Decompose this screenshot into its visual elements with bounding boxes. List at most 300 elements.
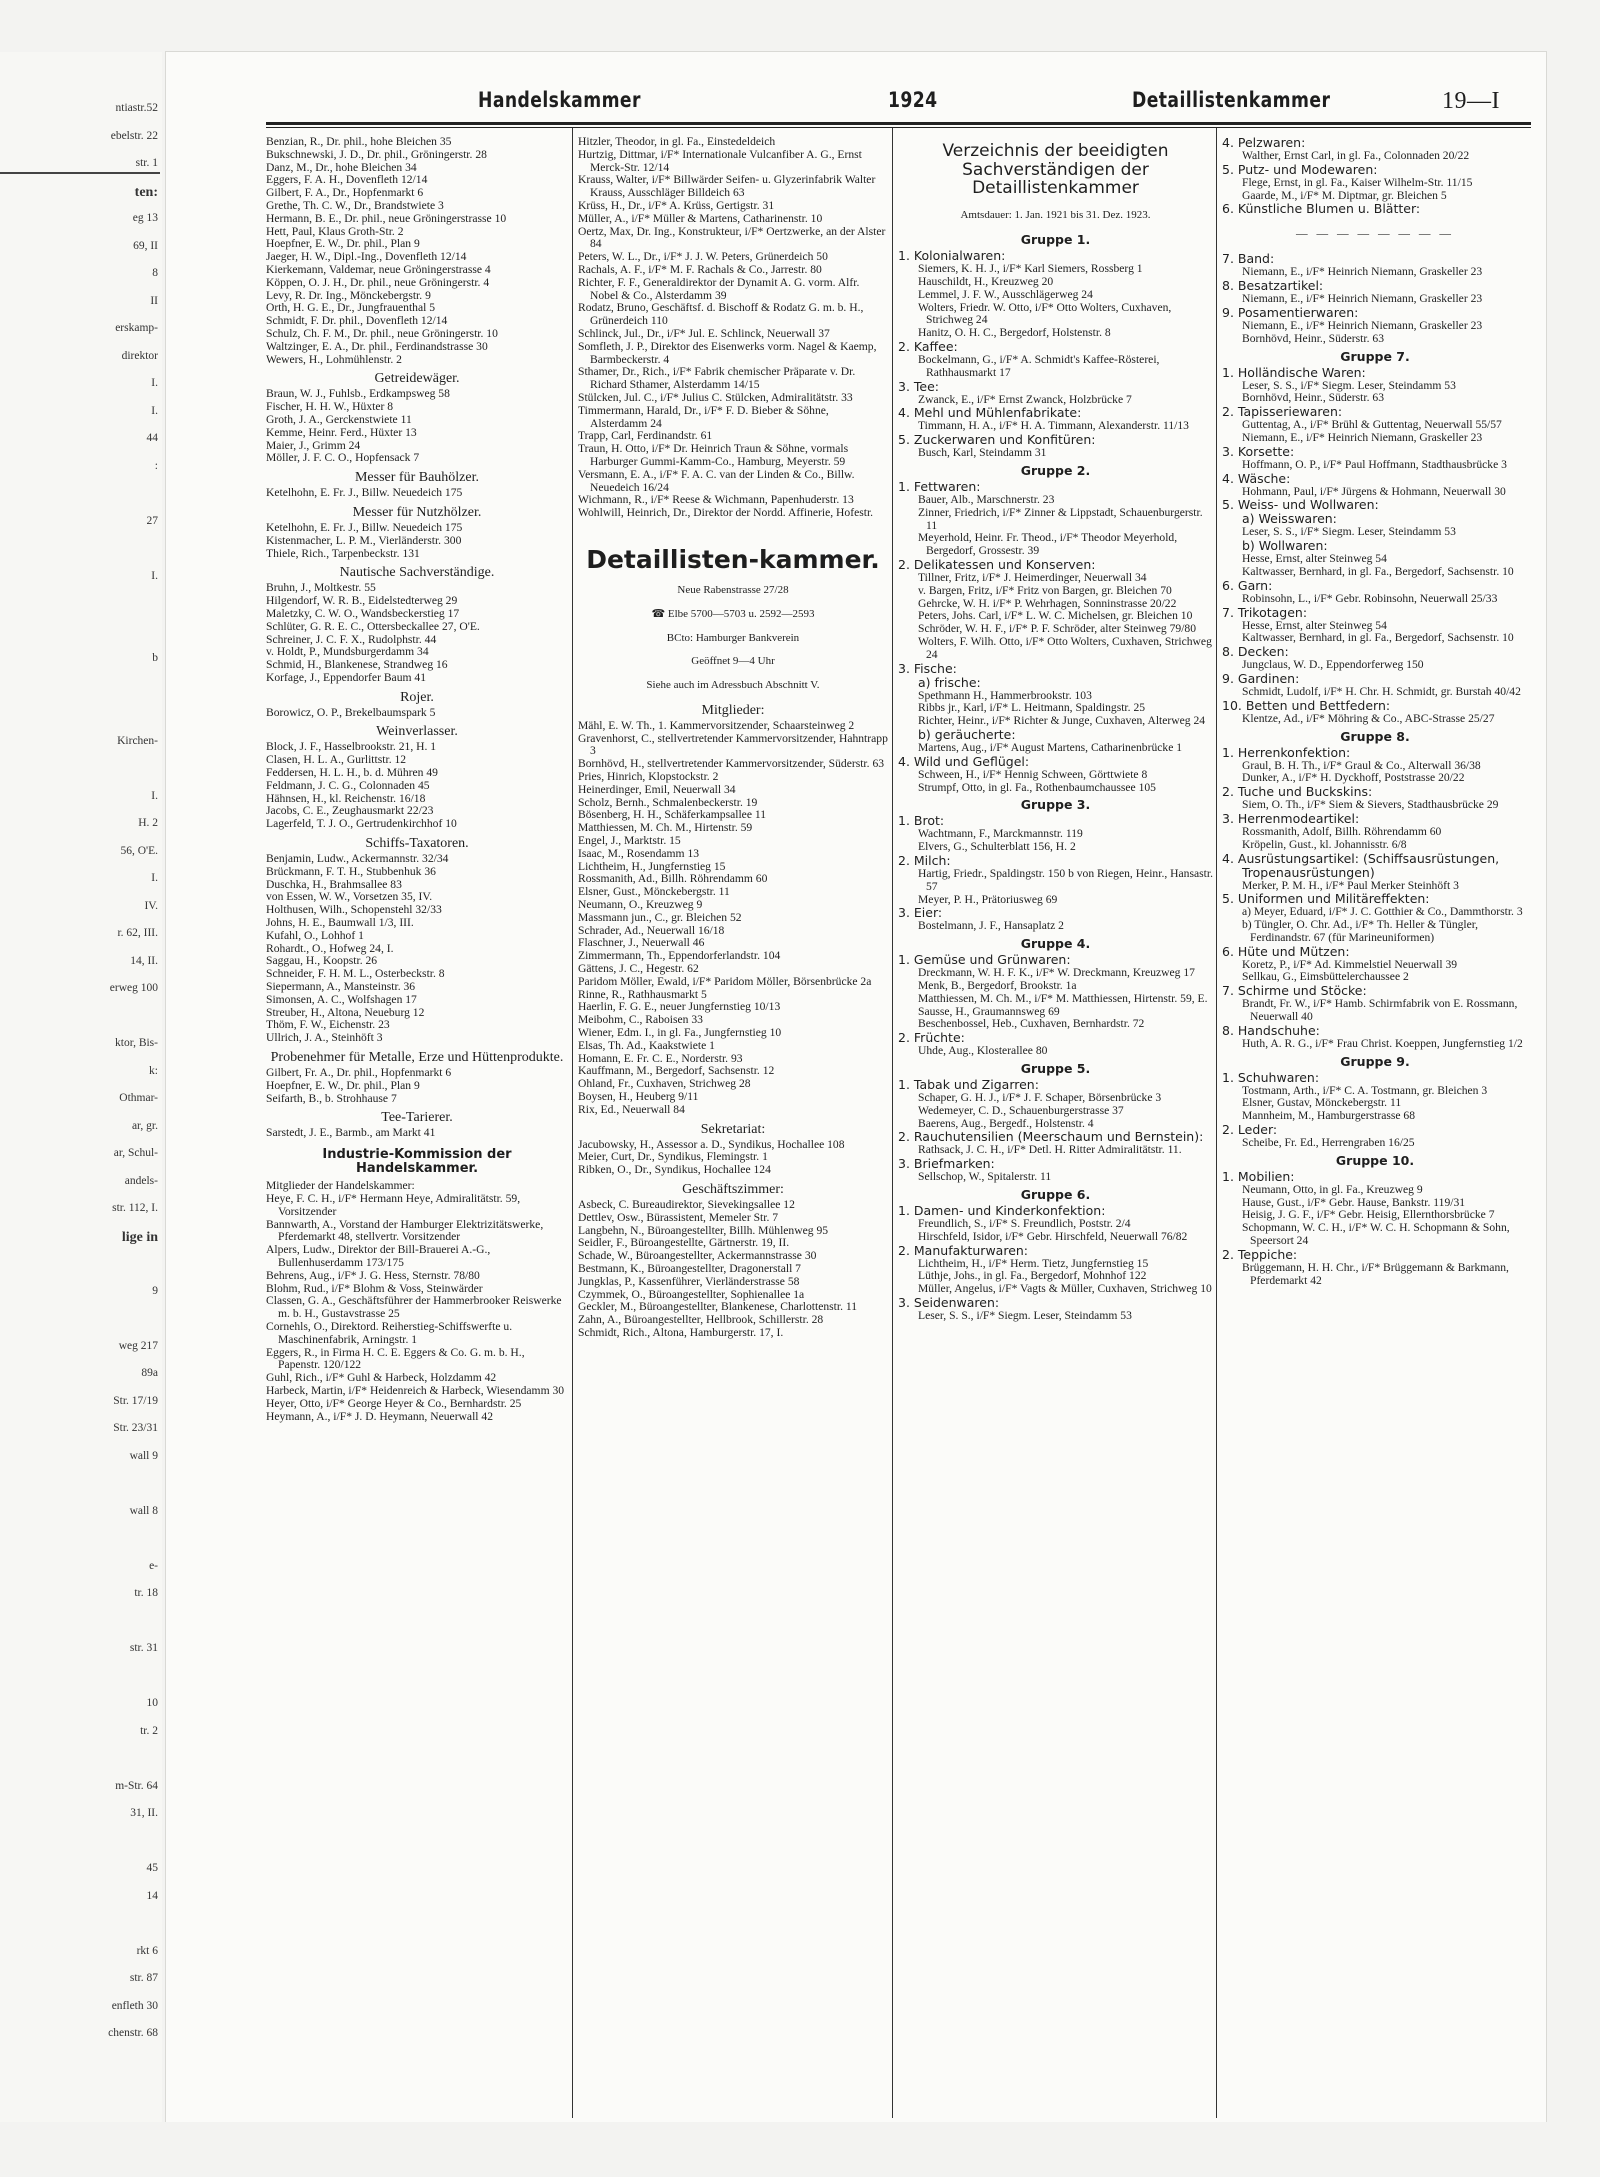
directory-entry: Paridom Möller, Ewald, i/F* Paridom Möller, Börsenbrücke 2a xyxy=(578,974,872,988)
info-line: ☎ Elbe 5700—5703 u. 2592—2593 xyxy=(651,607,815,620)
category-heading: 5. Putz- und Modewaren: xyxy=(1222,161,1378,177)
directory-entry: Hitzler, Theodor, in gl. Fa., Einstedeldeich xyxy=(578,135,776,148)
expert-entry: Mannheim, M., Hamburgerstrasse 68 xyxy=(1242,1109,1416,1123)
expert-entry: Dunker, A., i/F* H. Dyckhoff, Poststrasse 20/22 xyxy=(1242,771,1465,785)
directory-entry: Hermann, B. E., Dr. phil., neue Gröningerstrasse 10 xyxy=(266,211,507,225)
category-heading: 7. Schirme und Stöcke: xyxy=(1222,983,1367,999)
column-divider-1 xyxy=(572,128,573,2118)
directory-entry: Köppen, O. J. H., Dr. phil., neue Gröningerstr. 4 xyxy=(266,275,490,289)
expert-entry: Ribbs jr., Karl, i/F* L. Heitmann, Spaldingstr. 25 xyxy=(918,701,1146,715)
expert-entry: Hohmann, Paul, i/F* Jürgens & Hohmann, Neuerwall 30 xyxy=(1242,484,1506,498)
expert-entry: Bornhövd, Heinr., Süderstr. 63 xyxy=(1242,391,1385,405)
info-line: Geöffnet 9—4 Uhr xyxy=(691,655,775,668)
category-heading: 3. Briefmarken: xyxy=(898,1156,995,1172)
header-rule-thin xyxy=(266,127,1531,128)
category-heading: 9. Gardinen: xyxy=(1222,670,1300,686)
previous-page-fragment: weg 217 xyxy=(118,1339,158,1352)
expert-entry: Lemmel, J. F. W., Ausschlägerweg 24 xyxy=(918,287,1093,301)
expert-entry: Rossmanith, Adolf, Billh. Röhrendamm 60 xyxy=(1242,824,1442,838)
expert-entry: Baerens, Aug., Bergedf., Holstenstr. 4 xyxy=(918,1116,1094,1130)
expert-entry: Robinsohn, L., i/F* Gebr. Robinsohn, Neuerwall 25/33 xyxy=(1242,591,1498,605)
expert-entry: Neumann, Otto, in gl. Fa., Kreuzweg 9 xyxy=(1242,1182,1423,1196)
directory-entry: Rinne, R., Rathhausmarkt 5 xyxy=(578,987,707,1001)
directory-entry: Groth, J. A., Gerckenstwiete 11 xyxy=(266,412,412,426)
previous-page-fragment: 8 xyxy=(152,267,158,279)
expert-entry: Kaltwasser, Bernhard, in gl. Fa., Bergedorf, Sachsenstr. 10 xyxy=(1242,631,1514,645)
gruppe-heading: Gruppe 8. xyxy=(1340,728,1410,744)
category-heading: 2. Früchte: xyxy=(898,1030,965,1046)
directory-entry: Dettlev, Osw., Bürassistent, Memeler Str. 7 xyxy=(578,1210,779,1224)
directory-entry: Kierkemann, Valdemar, neue Gröningerstrasse 4 xyxy=(266,262,491,276)
expert-entry: Matthiessen, M. Ch. M., i/F* M. Matthiessen, Hirtenstr. 59, E. xyxy=(918,991,1208,1005)
expert-entry: Peters, Johs. Carl, i/F* L. W. C. Michelsen, gr. Bleichen 10 xyxy=(918,609,1193,623)
directory-entry: Peters, W. L., Dr., i/F* J. J. W. Peters, Grünerdeich 50 xyxy=(578,250,828,264)
expert-entry: Wachtmann, F., Marckmannstr. 119 xyxy=(918,827,1083,841)
expert-entry: Lüthje, Johs., in gl. Fa., Bergedorf, Mohnhof 122 xyxy=(918,1269,1147,1283)
previous-page-fragment: erweg 100 xyxy=(109,982,158,994)
directory-entry: Siepermann, A., Mansteinstr. 36 xyxy=(266,980,416,994)
directory-entry: Heye, F. C. H., i/F* Hermann Heye, Admiralitätstr. 59, Vorsitzender xyxy=(266,1192,521,1218)
empty-category-dash: — — — — — — — — xyxy=(1295,226,1455,240)
subcategory-heading: b) Wollwaren: xyxy=(1242,538,1328,554)
category-heading: 3. Seidenwaren: xyxy=(898,1294,1000,1310)
directory-entry: Schneider, F. H. M. L., Osterbeckstr. 8 xyxy=(266,967,445,981)
previous-page-fragment: enfleth 30 xyxy=(111,1999,158,2012)
gruppe-heading: Gruppe 9. xyxy=(1340,1053,1410,1069)
previous-page-fragment: lige in xyxy=(121,1229,158,1245)
directory-entry: Hoepfner, E. W., Dr. phil., Plan 9 xyxy=(266,237,420,251)
directory-entry: Guhl, Rich., i/F* Guhl & Harbeck, Holzdamm 42 xyxy=(266,1371,497,1385)
category-heading: 1. Schuhwaren: xyxy=(1222,1069,1320,1085)
directory-entry: Schreiner, J. C. F. X., Rudolphstr. 44 xyxy=(266,632,437,646)
category-heading: 2. Teppiche: xyxy=(1222,1246,1298,1262)
category-heading: 2. Leder: xyxy=(1222,1122,1278,1138)
directory-entry: Meibohm, C., Raboisen 33 xyxy=(578,1013,703,1027)
directory-entry: Eggers, R., in Firma H. C. E. Eggers & Co. G. m. b. H., Papenstr. 120/122 xyxy=(266,1345,525,1372)
expert-entry: Huth, A. R. G., i/F* Frau Christ. Koeppen, Jungfernstieg 1/2 xyxy=(1242,1036,1523,1050)
directory-entry: Seidler, F., Büroangestellte, Gärtnerstr. 19, II. xyxy=(578,1236,790,1250)
expert-entry: Hirschfeld, Isidor, i/F* Gebr. Hirschfeld, Neuerwall 76/82 xyxy=(918,1229,1188,1243)
directory-entry: Elsas, Th. Ad., Kaakstwiete 1 xyxy=(578,1038,715,1052)
directory-entry: Bannwarth, A., Vorstand der Hamburger Elektrizitätswerke, Pferdemarkt 48, stellvertr. Vorsitzender xyxy=(266,1217,544,1244)
directory-entry: Kistenmacher, L. P. M., Vierländerstr. 300 xyxy=(266,533,462,547)
directory-entry: Rossmanith, Ad., Billh. Röhrendamm 60 xyxy=(578,872,768,886)
directory-entry: von Essen, W. W., Vorsetzen 35, IV. xyxy=(266,890,433,904)
category-heading: 3. Tee: xyxy=(898,378,940,394)
column-3-sachverstaendige-gruppen-1-6 xyxy=(898,136,1213,1323)
directory-entry: Jungklas, P., Kassenführer, Vierländerstrasse 58 xyxy=(578,1274,800,1288)
directory-entry: Rix, Ed., Neuerwall 84 xyxy=(578,1102,685,1116)
section-heading: Messer für Bauhölzer. xyxy=(354,470,480,486)
expert-entry: Wolters, Friedr. W. Otto, i/F* Otto Wolters, Cuxhaven, Strichweg 24 xyxy=(918,300,1172,327)
directory-entry: Eggers, F. A. H., Dovenfleth 12/14 xyxy=(266,173,428,187)
info-line: BCto: Hamburger Bankverein xyxy=(666,631,800,644)
directory-entry: Danz, M., Dr., hohe Bleichen 34 xyxy=(266,160,417,174)
previous-page-fragment: 27 xyxy=(146,514,158,527)
header-left-title: Handelskammer xyxy=(478,88,641,112)
expert-entry: Zinner, Friedrich, i/F* Zinner & Lippstadt, Schauenburgerstr. 11 xyxy=(918,505,1203,532)
directory-entry: Kufahl, O., Lohhof 1 xyxy=(266,928,364,942)
category-heading: 4. Mehl und Mühlenfabrikate: xyxy=(898,405,1082,421)
directory-entry: Gilbert, Fr. A., Dr. phil., Hopfenmarkt 6 xyxy=(266,1066,452,1080)
previous-page-fragment: ar, Schul- xyxy=(113,1147,158,1159)
directory-entry: Hett, Paul, Klaus Groth-Str. 2 xyxy=(266,224,404,238)
category-heading: 1. Gemüse und Grünwaren: xyxy=(898,952,1071,968)
expert-entry: Guttentag, A., i/F* Brühl & Guttentag, Neuerwall 55/57 xyxy=(1242,418,1502,432)
expert-entry: Meyerhold, Heinr. Fr. Theod., i/F* Theodor Meyerhold, Bergedorf, Grossestr. 39 xyxy=(918,531,1178,558)
directory-entry: Engel, J., Marktstr. 15 xyxy=(578,834,681,848)
expert-entry: Koretz, P., i/F* Ad. Kimmelstiel Neuerwall 39 xyxy=(1242,957,1458,971)
previous-page-fragment: chenstr. 68 xyxy=(108,2027,158,2039)
directory-entry: Isaac, M., Rosendamm 13 xyxy=(578,846,700,860)
directory-entry: Schmidt, Rich., Altona, Hamburgerstr. 17, I. xyxy=(578,1325,784,1339)
expert-entry: Hesse, Ernst, alter Steinweg 54 xyxy=(1242,552,1387,566)
subcategory-heading: a) Weisswaren: xyxy=(1242,511,1337,527)
directory-entry: Oertz, Max, Dr. Ing., Konstrukteur, i/F* Oertzwerke, an der Alster 84 xyxy=(578,224,886,251)
directory-entry: Homann, E. Fr. C. E., Norderstr. 93 xyxy=(578,1051,743,1065)
directory-entry: Braun, W. J., Fuhlsb., Erdkampsweg 58 xyxy=(266,387,450,401)
directory-entry: Blohm, Rud., i/F* Blohm & Voss, Steinwärder xyxy=(266,1281,483,1295)
previous-page-fragment: 31, II. xyxy=(130,1807,158,1819)
directory-entry: Gilbert, F. A., Dr., Hopfenmarkt 6 xyxy=(266,186,424,200)
section-heading: Nautische Sachverständige. xyxy=(339,565,495,581)
previous-page-fragment: ten: xyxy=(134,184,158,200)
expert-entry: Hoffmann, O. P., i/F* Paul Hoffmann, Stadthausbrücke 3 xyxy=(1242,457,1507,471)
expert-entry: Kröpelin, Gust., kl. Johannisstr. 6/8 xyxy=(1242,837,1407,851)
directory-entry: Ribken, O., Dr., Syndikus, Hochallee 124 xyxy=(578,1163,771,1177)
category-heading: 1. Brot: xyxy=(898,813,945,829)
directory-entry: Scholz, Bernh., Schmalenbeckerstr. 19 xyxy=(578,795,758,809)
expert-entry: Bauer, Alb., Marschnerstr. 23 xyxy=(918,493,1055,507)
directory-entry: Bösenberg, H. H., Schäferkampsallee 11 xyxy=(578,808,767,822)
directory-entry: Waltzinger, E. A., Dr. phil., Ferdinandstrasse 30 xyxy=(266,339,488,353)
expert-entry: Brüggemann, H. H. Chr., i/F* Brüggemann & Barkmann, Pferdemarkt 42 xyxy=(1242,1260,1509,1287)
directory-entry: Thiele, Rich., Tarpenbeckstr. 131 xyxy=(266,546,420,560)
category-heading: 6. Künstliche Blumen u. Blätter: xyxy=(1222,201,1421,217)
expert-entry: Leser, S. S., i/F* Siegm. Leser, Steindamm 53 xyxy=(1242,378,1456,392)
directory-entry: Behrens, Aug., i/F* J. G. Hess, Sternstr. 78/80 xyxy=(266,1268,480,1282)
directory-entry: Schade, W., Büroangestellter, Ackermannstrasse 30 xyxy=(578,1249,817,1263)
directory-entry: Meier, Curt, Dr., Syndikus, Flemingstr. 1 xyxy=(578,1150,768,1164)
previous-page-fragment: 45 xyxy=(146,1862,158,1874)
previous-page-fragment: 14 xyxy=(146,1889,158,1902)
directory-entry: Schmid, H., Blankenese, Strandweg 16 xyxy=(266,658,448,672)
directory-entry: Geckler, M., Büroangestellter, Blankenese, Charlottenstr. 11 xyxy=(578,1300,858,1314)
category-heading: 1. Herrenkonfektion: xyxy=(1222,744,1351,760)
directory-entry: Levy, R. Dr. Ing., Mönckebergstr. 9 xyxy=(266,288,431,302)
directory-entry: Block, J. F., Hasselbrookstr. 21, H. 1 xyxy=(266,740,437,754)
directory-entry: Fischer, H. H. W., Hüxter 8 xyxy=(266,400,394,414)
category-heading: 6. Hüte und Mützen: xyxy=(1222,943,1350,959)
expert-entry: Bostelmann, J. F., Hansaplatz 2 xyxy=(918,919,1064,933)
section-heading: Mitglieder: xyxy=(701,702,765,718)
category-heading: 4. Wild und Geflügel: xyxy=(898,753,1030,769)
category-heading: 3. Fische: xyxy=(898,660,957,676)
previous-page-fragment: rkt 6 xyxy=(136,1944,158,1957)
directory-entry: Feddersen, H. L. H., b. d. Mühren 49 xyxy=(266,766,438,780)
expert-entry: Sellkau, G., Eimsbüttelerchaussee 2 xyxy=(1242,970,1409,984)
previous-page-fragment: I. xyxy=(151,569,158,582)
directory-entry: Orth, H. G. E., Dr., Jungfrauenthal 5 xyxy=(266,301,436,315)
directory-entry: Thöm, F. W., Eichenstr. 23 xyxy=(266,1018,390,1032)
expert-entry: Niemann, E., i/F* Heinrich Niemann, Graskeller 23 xyxy=(1242,292,1483,306)
gruppe-heading: Gruppe 7. xyxy=(1340,348,1410,364)
directory-entry: Maier, J., Grimm 24 xyxy=(266,438,361,452)
expert-entry: Schopmann, W. C. H., i/F* W. C. H. Schopmann & Sohn, Speersort 24 xyxy=(1242,1221,1510,1248)
previous-page-fragment: str. 1 xyxy=(135,157,158,169)
previous-page-fragment: I. xyxy=(151,872,158,884)
category-heading: 3. Eier: xyxy=(898,905,943,921)
directory-entry: Krauss, Walter, i/F* Billwärder Seifen- u. Glyzerinfabrik Walter Krauss, Ausschläger Billdeich 63 xyxy=(578,173,876,200)
scan-bottom-edge xyxy=(0,2122,1600,2177)
previous-page-fragment: wall 9 xyxy=(129,1449,158,1462)
previous-page-fragment: 10 xyxy=(146,1697,158,1709)
directory-entry: Lichtheim, H., Jungfernstieg 15 xyxy=(578,859,726,873)
subcategory-heading: b) geräucherte: xyxy=(918,727,1016,743)
directory-entry: Langbehn, N., Büroangestellter, Billh. Mühlenweg 95 xyxy=(578,1223,829,1237)
directory-entry: Timmermann, Harald, Dr., i/F* F. D. Bieber & Söhne, Alsterdamm 24 xyxy=(578,403,829,430)
directory-entry: Somfleth, J. P., Direktor des Eisenwerks vorm. Nagel & Kaemp, Barmbeckerstr. 4 xyxy=(578,339,877,366)
category-heading: 3. Korsette: xyxy=(1222,443,1295,459)
previous-page-fragment: ktor, Bis- xyxy=(115,1037,158,1049)
expert-entry: Niemann, E., i/F* Heinrich Niemann, Graskeller 23 xyxy=(1242,430,1483,444)
previous-page-fragment: r. 62, III. xyxy=(117,927,158,939)
directory-entry: Boysen, H., Heuberg 9/11 xyxy=(578,1090,699,1103)
directory-entry: Brückmann, F. T. H., Stubbenhuk 36 xyxy=(266,864,436,878)
directory-entry: Hilgendorf, W. R. B., Eidelstedterweg 29 xyxy=(266,594,458,608)
expert-entry: Meyer, P. H., Prätoriusweg 69 xyxy=(918,892,1058,906)
directory-entry: Bornhövd, H., stellvertretender Kammervorsitzender, Süderstr. 63 xyxy=(578,757,885,771)
expert-entry: Müller, Angelus, i/F* Vagts & Müller, Cuxhaven, Strichweg 10 xyxy=(918,1282,1212,1296)
directory-entry: Czymmek, O., Büroangestellter, Sophienallee 1a xyxy=(578,1287,805,1301)
column-divider-2 xyxy=(892,128,893,2118)
previous-page-fragment: str. 112, I. xyxy=(112,1202,158,1214)
section-heading: Weinverlasser. xyxy=(376,724,458,740)
expert-entry: Walther, Ernst Carl, in gl. Fa., Colonnaden 20/22 xyxy=(1242,149,1470,162)
section-heading: Schiffs-Taxatoren. xyxy=(365,836,469,852)
register-title: Verzeichnis der beeidigten Sachverständigen der Detaillistenkammer xyxy=(942,141,1169,198)
column-2-detaillistenkammer-members xyxy=(578,136,888,1340)
expert-entry: Sausse, H., Graumannsweg 69 xyxy=(918,1004,1060,1018)
previous-page-fragment: Kirchen- xyxy=(117,734,158,747)
expert-entry: Gehrcke, W. H. i/F* P. Wehrhagen, Sonninstrasse 20/22 xyxy=(918,596,1177,610)
gruppe-heading: Gruppe 1. xyxy=(1020,232,1091,248)
directory-entry: Schlüter, G. R. E. C., Ottersbeckallee 27, O'E. xyxy=(266,619,480,633)
expert-entry: Sellschop, W., Spitalerstr. 11 xyxy=(918,1170,1052,1184)
gruppe-heading: Gruppe 3. xyxy=(1020,797,1091,813)
previous-page-fragment: I. xyxy=(151,404,158,417)
column-divider-3 xyxy=(1216,128,1217,2118)
previous-page-fragment: I. xyxy=(151,377,158,389)
directory-entry: Traun, H. Otto, i/F* Dr. Heinrich Traun & Söhne, vormals Harburger Gummi-Kamm-Co., Hamburg, Meyerstr. 59 xyxy=(578,442,849,468)
directory-entry: Benzian, R., Dr. phil., hohe Bleichen 35 xyxy=(266,135,452,148)
previous-page-fragment: 44 xyxy=(146,432,158,444)
commission-heading: Industrie-Kommission der Handelskammer. xyxy=(322,1147,512,1177)
directory-entry: Schmidt, F. Dr. phil., Dovenfleth 12/14 xyxy=(266,314,448,328)
directory-entry: Heymann, A., i/F* J. D. Heymann, Neuerwall 42 xyxy=(266,1409,494,1423)
expert-entry: Dreckmann, W. H. F. K., i/F* W. Dreckmann, Kreuzweg 17 xyxy=(918,966,1195,980)
section-heading: Geschäftszimmer: xyxy=(682,1181,784,1197)
expert-entry: Wolters, F. Wilh. Otto, i/F* Otto Wolters, Cuxhaven, Strichweg 24 xyxy=(918,635,1212,661)
category-heading: 5. Uniformen und Militäreffekten: xyxy=(1222,891,1430,907)
directory-entry: Flaschner, J., Neuerwall 46 xyxy=(578,936,705,950)
expert-entry: Bornhövd, Heinr., Süderstr. 63 xyxy=(1242,331,1385,345)
directory-entry: Pries, Hinrich, Klopstockstr. 2 xyxy=(578,770,719,784)
directory-entry: Saggau, H., Koopstr. 26 xyxy=(266,954,378,968)
gruppe-heading: Gruppe 6. xyxy=(1020,1186,1091,1202)
expert-entry: Bockelmann, G., i/F* A. Schmidt's Kaffee-Rösterei, Rathhausmarkt 17 xyxy=(918,353,1160,379)
expert-entry: Niemann, E., i/F* Heinrich Niemann, Graskeller 23 xyxy=(1242,318,1483,332)
previous-page-fragment: Str. 23/31 xyxy=(113,1422,158,1434)
directory-entry: Zimmermann, Th., Eppendorferlandstr. 104 xyxy=(578,949,781,963)
expert-entry: v. Bargen, Fritz, i/F* Fritz von Bargen, gr. Bleichen 70 xyxy=(918,583,1172,597)
expert-entry: b) Tüngler, O. Chr. Ad., i/F* Th. Heller & Tüngler, Ferdinandstr. 67 (für Marineuniformen) xyxy=(1242,918,1479,944)
expert-entry: Niemann, E., i/F* Heinrich Niemann, Graskeller 23 xyxy=(1242,265,1483,279)
expert-entry: Kaltwasser, Bernhard, in gl. Fa., Bergedorf, Sachsenstr. 10 xyxy=(1242,564,1514,578)
section-heading: Rojer. xyxy=(400,689,434,705)
previous-page-fragment: 14, II. xyxy=(130,954,158,967)
expert-entry: Wedemeyer, C. D., Schauenburgerstrasse 37 xyxy=(918,1103,1124,1117)
header-right-title: Detaillistenkammer xyxy=(1132,88,1331,112)
expert-entry: Schaper, G. H. J., i/F* J. F. Schaper, Börsenbrücke 3 xyxy=(918,1090,1162,1104)
category-heading: 7. Trikotagen: xyxy=(1222,604,1308,620)
directory-entry: Versmann, E. A., i/F* F. A. C. van der Linden & Co., Billw. Neuedeich 16/24 xyxy=(578,467,855,494)
previous-page-fragment: wall 8 xyxy=(129,1504,158,1517)
expert-entry: Timmann, H. A., i/F* H. A. Timmann, Alexanderstr. 11/13 xyxy=(918,419,1189,433)
expert-entry: Richter, Heinr., i/F* Richter & Junge, Cuxhaven, Alterweg 24 xyxy=(918,714,1206,728)
directory-entry: Heinerdinger, Emil, Neuerwall 34 xyxy=(578,782,736,796)
directory-entry: Clasen, H. L. A., Gurlittstr. 12 xyxy=(266,753,407,767)
chamber-title: Detaillisten-kammer. xyxy=(586,544,880,574)
directory-entry: Massmann jun., C., gr. Bleichen 52 xyxy=(578,910,742,924)
directory-entry: Rachals, A. F., i/F* M. F. Rachals & Co., Jarrestr. 80 xyxy=(578,262,822,276)
directory-entry: Borowicz, O. P., Brekelbaumspark 5 xyxy=(266,705,436,719)
previous-page-fragment: str. 87 xyxy=(129,1972,158,1984)
directory-entry: Sarstedt, J. E., Barmb., am Markt 41 xyxy=(266,1126,436,1140)
expert-entry: Hanitz, O. H. C., Bergedorf, Holstenstr. 8 xyxy=(918,326,1111,340)
gruppe-heading: Gruppe 10. xyxy=(1335,1152,1415,1168)
previous-page-fragment: II xyxy=(150,294,158,307)
previous-page-fragment: IV. xyxy=(144,899,158,912)
previous-page-fragment: : xyxy=(154,459,158,472)
category-heading: 6. Garn: xyxy=(1222,577,1273,593)
previous-page-fragment: str. 31 xyxy=(129,1642,158,1654)
category-heading: 2. Delikatessen und Konserven: xyxy=(898,557,1096,573)
directory-entry: Ohland, Fr., Cuxhaven, Strichweg 28 xyxy=(578,1077,751,1091)
expert-entry: Strumpf, Otto, in gl. Fa., Rothenbaumchaussee 105 xyxy=(918,780,1156,794)
directory-entry: Kauffmann, M., Bergedorf, Sachsenstr. 12 xyxy=(578,1064,775,1078)
expert-entry: Leser, S. S., i/F* Siegm. Leser, Steindamm 53 xyxy=(918,1308,1132,1322)
directory-entry: Mähl, E. W. Th., 1. Kammervorsitzender, Schaarsteinweg 2 xyxy=(578,718,855,732)
directory-entry: Jacobs, C. E., Zeughausmarkt 22/23 xyxy=(266,804,434,818)
directory-entry: Bestmann, K., Büroangestellter, Dragonerstall 7 xyxy=(578,1261,801,1275)
directory-entry: Rodatz, Bruno, Geschäftsf. d. Bischoff & Rodatz G. m. b. H., Grünerdeich 110 xyxy=(578,301,864,328)
directory-entry: Gravenhorst, C., stellvertretender Kammervorsitzender, Hahntrapp 3 xyxy=(578,731,888,758)
category-heading: 2. Rauchutensilien (Meerschaum und Bernstein): xyxy=(898,1129,1204,1145)
directory-entry: Simonsen, A. C., Wolfshagen 17 xyxy=(266,992,417,1006)
directory-entry: Korfage, J., Eppendorfer Baum 41 xyxy=(266,670,427,684)
directory-entry: Wiener, Edm. I., in gl. Fa., Jungfernstieg 10 xyxy=(578,1026,782,1040)
previous-page-fragment: andels- xyxy=(124,1174,158,1187)
section-heading: Tee-Tarierer. xyxy=(381,1110,453,1126)
category-heading: 1. Fettwaren: xyxy=(898,479,981,495)
expert-entry: Hauschildt, H., Kreuzweg 20 xyxy=(918,275,1054,289)
page-number: 19—I xyxy=(1442,88,1500,114)
category-heading: 4. Ausrüstungsartikel: (Schiffsausrüstungen, Tropenausrüstungen) xyxy=(1222,850,1500,880)
expert-entry: Scheibe, Fr. Ed., Herrengraben 16/25 xyxy=(1242,1136,1415,1150)
gruppe-heading: Gruppe 5. xyxy=(1020,1060,1091,1076)
directory-entry: Wohlwill, Heinrich, Dr., Direktor der Nordd. Affinerie, Hofestr. xyxy=(578,506,874,520)
info-line: Siehe auch im Adressbuch Abschnitt V. xyxy=(646,679,820,692)
directory-entry: Bruhn, J., Moltkestr. 55 xyxy=(266,581,376,595)
expert-entry: Elsner, Gustav, Mönckebergstr. 11 xyxy=(1242,1096,1402,1110)
running-header xyxy=(180,88,1530,122)
category-heading: 8. Decken: xyxy=(1222,644,1289,660)
section-heading: Probenehmer für Metalle, Erze und Hüttenprodukte. xyxy=(270,1050,564,1066)
directory-entry: Cornehls, O., Direktord. Reiherstieg-Schiffswerfte u. Maschinenfabrik, Arningstr. 1 xyxy=(266,1319,513,1346)
category-heading: 2. Kaffee: xyxy=(898,339,958,355)
directory-entry: Wewers, H., Lohmühlenstr. 2 xyxy=(266,352,402,366)
category-heading: 3. Herrenmodeartikel: xyxy=(1222,810,1360,826)
expert-entry: Siemers, K. H. J., i/F* Karl Siemers, Rossberg 1 xyxy=(918,262,1143,276)
category-heading: 4. Pelzwaren: xyxy=(1222,135,1306,150)
directory-entry: Hähnsen, H., kl. Reichenstr. 16/18 xyxy=(266,791,426,805)
directory-entry: Richter, F. F., Generaldirektor der Dynamit A. G. vorm. Alfr. Nobel & Co., Alsterdamm 39 xyxy=(578,275,860,302)
directory-entry: Krüss, H., Dr., i/F* A. Krüss, Gertigstr. 31 xyxy=(578,198,775,212)
category-heading: 5. Zuckerwaren und Konfitüren: xyxy=(898,432,1096,448)
expert-entry: Graul, B. H. Th., i/F* Graul & Co., Alterwall 36/38 xyxy=(1242,758,1481,772)
previous-page-fragment: ntiastr.52 xyxy=(115,102,158,114)
directory-entry: Trapp, Carl, Ferdinandstr. 61 xyxy=(578,429,713,443)
category-heading: 5. Weiss- und Wollwaren: xyxy=(1222,497,1379,513)
directory-entry: Müller, A., i/F* Müller & Martens, Catharinenstr. 10 xyxy=(578,211,823,225)
expert-entry: Klentze, Ad., i/F* Möhring & Co., ABC-Strasse 25/27 xyxy=(1242,711,1495,725)
previous-page-fragment: ebelstr. 22 xyxy=(110,129,158,142)
directory-entry: Alpers, Ludw., Direktor der Bill-Brauerei A.-G., Bullenhuserdamm 173/175 xyxy=(266,1243,491,1269)
expert-entry: Schröder, W. H. F., i/F* P. F. Schröder, alter Steinweg 79/80 xyxy=(918,622,1197,636)
expert-entry: Schween, H., i/F* Hennig Schween, Görttwiete 8 xyxy=(918,767,1148,781)
directory-entry: Neumann, O., Kreuzweg 9 xyxy=(578,898,703,912)
previous-page-strip xyxy=(0,52,162,2122)
expert-entry: Beschenbossel, Heb., Cuxhaven, Bernhardstr. 72 xyxy=(918,1017,1145,1031)
directory-entry: Grethe, Th. C. W., Dr., Brandstwiete 3 xyxy=(266,198,444,212)
expert-entry: Hesse, Ernst, alter Steinweg 54 xyxy=(1242,618,1387,632)
previous-page-fragment: 56, O'E. xyxy=(120,844,158,857)
previous-page-fragment: H. 2 xyxy=(138,817,158,829)
directory-entry: Bukschnewski, J. D., Dr. phil., Gröningerstr. 28 xyxy=(266,147,487,161)
expert-entry: Tillner, Fritz, i/F* J. Heimerdinger, Neuerwall 34 xyxy=(918,571,1147,585)
expert-entry: Gaarde, M., i/F* M. Diptmar, gr. Bleichen 5 xyxy=(1242,188,1447,202)
directory-entry: Feldmann, J. C. G., Colonnaden 45 xyxy=(266,778,430,792)
directory-entry: Heyer, Otto, i/F* George Heyer & Co., Bernhardstr. 25 xyxy=(266,1396,522,1410)
directory-entry: Holthusen, Wilh., Schopenstehl 32/33 xyxy=(266,903,442,917)
expert-entry: Zwanck, E., i/F* Ernst Zwanck, Holzbrücke 7 xyxy=(918,392,1132,406)
category-heading: 1. Damen- und Kinderkonfektion: xyxy=(898,1202,1106,1218)
expert-entry: Heisig, J. G. F., i/F* Gebr. Heisig, Ellernthorsbrücke 7 xyxy=(1242,1208,1495,1222)
directory-entry: Hoepfner, E. W., Dr. phil., Plan 9 xyxy=(266,1078,420,1092)
expert-entry: Tostmann, Arth., i/F* C. A. Tostmann, gr. Bleichen 3 xyxy=(1242,1083,1488,1097)
directory-entry: Sthamer, Dr., Rich., i/F* Fabrik chemischer Präparate v. Dr. Richard Sthamer, Alsterdamm 14/15 xyxy=(578,365,856,392)
category-heading: 9. Posamentierwaren: xyxy=(1222,304,1359,320)
directory-entry: Stülcken, Jul. C., i/F* Julius C. Stülcken, Admiralitätstr. 33 xyxy=(578,390,853,404)
directory-entry: Ketelhohn, E. Fr. J., Billw. Neuedeich 175 xyxy=(266,520,463,534)
previous-page-fragment: k: xyxy=(149,1064,158,1077)
expert-entry: Brandt, Fr. W., i/F* Hamb. Schirmfabrik von E. Rossmann, Neuerwall 40 xyxy=(1242,997,1518,1024)
previous-page-fragment: ar, gr. xyxy=(131,1119,158,1132)
previous-page-fragment: 89a xyxy=(141,1367,158,1379)
directory-entry: Haerlin, F. G. E., neuer Jungfernstieg 10/13 xyxy=(578,1000,781,1014)
previous-page-fragment: eg 13 xyxy=(132,212,158,224)
